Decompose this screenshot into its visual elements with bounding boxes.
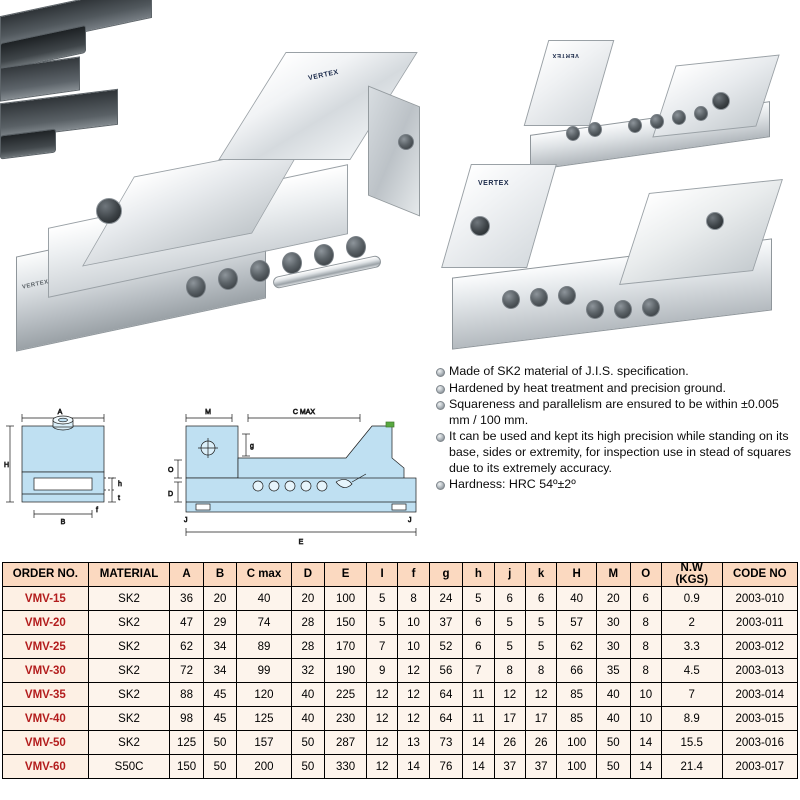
col-material: MATERIAL xyxy=(88,563,170,587)
cell-code-no: 2003-015 xyxy=(722,707,797,731)
cell-a: 36 xyxy=(170,587,203,611)
cell-net-weight: 4.5 xyxy=(661,659,722,683)
table-row xyxy=(3,659,798,683)
cell-e: 287 xyxy=(325,731,367,755)
brand-label: VERTEX xyxy=(307,68,340,83)
label-h: h xyxy=(118,481,122,488)
label-M: M xyxy=(205,409,211,416)
cell-f: 12 xyxy=(398,683,429,707)
bullet-icon xyxy=(436,481,445,490)
nw-line-2: (KGS) xyxy=(675,573,709,586)
cell-h-small: 11 xyxy=(463,683,494,707)
cell-o: 10 xyxy=(630,683,661,707)
cell-net-weight: 15.5 xyxy=(661,731,722,755)
cell-g: 64 xyxy=(429,707,462,731)
cell-order-no: VMV-15 xyxy=(3,587,89,611)
label-D: D xyxy=(168,491,174,498)
cell-k: 5 xyxy=(525,611,556,635)
base-hole xyxy=(650,114,664,129)
cell-i: 12 xyxy=(366,683,397,707)
cell-c-max: 40 xyxy=(237,587,291,611)
cell-d: 50 xyxy=(291,755,324,779)
col-d: D xyxy=(291,563,324,587)
col-j: j xyxy=(494,563,525,587)
cell-j: 37 xyxy=(494,755,525,779)
cell-e: 170 xyxy=(325,635,367,659)
col-h-big: H xyxy=(557,563,597,587)
cell-k: 12 xyxy=(525,683,556,707)
cell-h-small: 11 xyxy=(463,707,494,731)
label-g: g xyxy=(250,443,254,450)
cell-f: 8 xyxy=(398,587,429,611)
cell-h-big: 66 xyxy=(557,659,597,683)
cell-c-max: 99 xyxy=(237,659,291,683)
table-header-row xyxy=(3,563,798,587)
cell-order-no: VMV-60 xyxy=(3,755,89,779)
cell-b: 45 xyxy=(203,683,236,707)
cell-h-big: 85 xyxy=(557,707,597,731)
cell-h-small: 7 xyxy=(463,659,494,683)
label-J: J xyxy=(408,517,412,524)
feature-item xyxy=(436,429,796,476)
cell-h-small: 14 xyxy=(463,755,494,779)
cell-h-big: 40 xyxy=(557,587,597,611)
cell-material: SK2 xyxy=(88,635,170,659)
cell-e: 150 xyxy=(325,611,367,635)
cell-j: 5 xyxy=(494,611,525,635)
cell-a: 150 xyxy=(170,755,203,779)
cell-m: 40 xyxy=(597,683,630,707)
cell-code-no: 2003-011 xyxy=(722,611,797,635)
brand-label: VERTEX xyxy=(478,180,510,187)
col-f: f xyxy=(398,563,429,587)
cell-order-no: VMV-30 xyxy=(3,659,89,683)
col-h-small: h xyxy=(463,563,494,587)
cell-f: 14 xyxy=(398,755,429,779)
cell-net-weight: 0.9 xyxy=(661,587,722,611)
cell-k: 37 xyxy=(525,755,556,779)
cell-i: 5 xyxy=(366,587,397,611)
cell-material: SK2 xyxy=(88,587,170,611)
cell-o: 10 xyxy=(630,707,661,731)
base-hole xyxy=(558,286,576,305)
bullet-icon xyxy=(436,401,445,410)
cell-net-weight: 3.3 xyxy=(661,635,722,659)
cell-i: 5 xyxy=(366,611,397,635)
feature-item xyxy=(436,381,796,397)
base-hole xyxy=(218,268,238,290)
cell-h-small: 14 xyxy=(463,731,494,755)
cell-j: 26 xyxy=(494,731,525,755)
cell-a: 98 xyxy=(170,707,203,731)
base-hole xyxy=(530,288,548,307)
feature-text: Hardness: HRC 54º±2º xyxy=(449,477,576,492)
cell-h-big: 100 xyxy=(557,731,597,755)
cell-c-max: 74 xyxy=(237,611,291,635)
table-body xyxy=(3,587,798,779)
col-c-max: C max xyxy=(237,563,291,587)
cell-f: 10 xyxy=(398,611,429,635)
cell-f: 12 xyxy=(398,707,429,731)
col-net-weight xyxy=(661,563,722,587)
drawing-side-view xyxy=(168,409,416,546)
cell-e: 330 xyxy=(325,755,367,779)
cell-c-max: 200 xyxy=(237,755,291,779)
cell-b: 45 xyxy=(203,707,236,731)
cell-d: 20 xyxy=(291,587,324,611)
cell-o: 6 xyxy=(630,587,661,611)
feature-item xyxy=(436,397,796,428)
col-k: k xyxy=(525,563,556,587)
cell-o: 8 xyxy=(630,659,661,683)
cell-order-no: VMV-40 xyxy=(3,707,89,731)
label-J: J xyxy=(184,517,188,524)
feature-text: Hardened by heat treatment and precision ground. xyxy=(449,380,726,395)
col-o: O xyxy=(630,563,661,587)
cell-f: 12 xyxy=(398,659,429,683)
cell-b: 50 xyxy=(203,731,236,755)
cell-f: 13 xyxy=(398,731,429,755)
cell-net-weight: 7 xyxy=(661,683,722,707)
cell-code-no: 2003-016 xyxy=(722,731,797,755)
label-A: A xyxy=(57,409,63,416)
label-B: B xyxy=(60,519,66,526)
feature-item xyxy=(436,364,796,380)
base-hole xyxy=(186,276,206,298)
cell-code-no: 2003-014 xyxy=(722,683,797,707)
base-hole xyxy=(346,236,366,258)
clamp-screw-icon xyxy=(706,212,724,230)
cell-o: 14 xyxy=(630,755,661,779)
brand-label-base: VERTEX xyxy=(21,279,50,291)
feature-item xyxy=(436,477,796,493)
table-row xyxy=(3,587,798,611)
cell-code-no: 2003-010 xyxy=(722,587,797,611)
drawing-svg xyxy=(0,356,430,560)
bullet-icon xyxy=(436,385,445,394)
label-t: t xyxy=(118,495,120,502)
cell-e: 100 xyxy=(325,587,367,611)
cell-a: 47 xyxy=(170,611,203,635)
cell-material: SK2 xyxy=(88,611,170,635)
feature-text: Made of SK2 material of J.I.S. specification. xyxy=(449,364,689,378)
nw-line-1: N.W xyxy=(680,562,703,574)
cell-i: 12 xyxy=(366,731,397,755)
cell-h-small: 5 xyxy=(463,587,494,611)
cell-o: 8 xyxy=(630,635,661,659)
base-hole xyxy=(614,300,632,319)
cell-k: 17 xyxy=(525,707,556,731)
bullet-icon xyxy=(436,368,445,377)
base-hole xyxy=(250,260,270,282)
cell-net-weight: 21.4 xyxy=(661,755,722,779)
label-H: H xyxy=(4,462,10,469)
product-photo-area xyxy=(0,0,800,356)
drawing-front-view xyxy=(4,409,122,526)
cell-net-weight: 2 xyxy=(661,611,722,635)
cell-j: 8 xyxy=(494,659,525,683)
base-hole xyxy=(586,300,604,319)
cell-b: 34 xyxy=(203,635,236,659)
cell-i: 12 xyxy=(366,755,397,779)
cell-o: 8 xyxy=(630,611,661,635)
label-E: E xyxy=(298,539,304,546)
cell-b: 50 xyxy=(203,755,236,779)
cell-order-no: VMV-50 xyxy=(3,731,89,755)
cell-m: 35 xyxy=(597,659,630,683)
cell-b: 34 xyxy=(203,659,236,683)
cell-g: 73 xyxy=(429,731,462,755)
col-b: B xyxy=(203,563,236,587)
vise-fixed-jaw-face xyxy=(368,85,420,216)
label-C-max: C MAX xyxy=(292,409,316,416)
feature-text: Squareness and parallelism are ensured to be within ±0.005 mm / 100 mm. xyxy=(449,397,779,427)
cell-g: 64 xyxy=(429,683,462,707)
base-hole xyxy=(314,244,334,266)
col-order-no: ORDER NO. xyxy=(3,563,89,587)
large-precision-vise-photo xyxy=(0,0,800,291)
cell-g: 52 xyxy=(429,635,462,659)
col-g: g xyxy=(429,563,462,587)
table-row xyxy=(3,707,798,731)
cell-d: 28 xyxy=(291,611,324,635)
label-f: f xyxy=(96,507,98,514)
cell-m: 30 xyxy=(597,611,630,635)
table-row xyxy=(3,683,798,707)
table-row xyxy=(3,755,798,779)
cell-j: 17 xyxy=(494,707,525,731)
cell-h-big: 85 xyxy=(557,683,597,707)
cell-a: 125 xyxy=(170,731,203,755)
clamp-screw-icon xyxy=(96,198,122,224)
cell-m: 50 xyxy=(597,755,630,779)
cell-g: 37 xyxy=(429,611,462,635)
cell-g: 24 xyxy=(429,587,462,611)
table-row xyxy=(3,635,798,659)
cell-code-no: 2003-012 xyxy=(722,635,797,659)
base-hole xyxy=(642,298,660,317)
cell-i: 9 xyxy=(366,659,397,683)
clamp-screw-icon xyxy=(712,92,730,110)
cell-h-small: 6 xyxy=(463,635,494,659)
cell-k: 26 xyxy=(525,731,556,755)
features-list xyxy=(436,364,796,494)
col-e: E xyxy=(325,563,367,587)
cell-a: 72 xyxy=(170,659,203,683)
col-code-no: CODE NO xyxy=(722,563,797,587)
base-hole xyxy=(628,118,642,133)
cell-h-big: 100 xyxy=(557,755,597,779)
cell-g: 76 xyxy=(429,755,462,779)
cell-i: 12 xyxy=(366,707,397,731)
bullet-icon xyxy=(436,433,445,442)
cell-g: 56 xyxy=(429,659,462,683)
specification-table-wrap xyxy=(2,562,798,779)
cell-k: 6 xyxy=(525,587,556,611)
cell-k: 8 xyxy=(525,659,556,683)
feature-text: It can be used and kept its high precision while standing on its base, sides or extremity, for inspection use in stead of squares due to its extremely accuracy. xyxy=(449,429,792,475)
cell-j: 6 xyxy=(494,587,525,611)
label-O: O xyxy=(168,467,174,474)
brand-label: VERTEX xyxy=(552,52,580,58)
cell-b: 29 xyxy=(203,611,236,635)
col-m: M xyxy=(597,563,630,587)
clamp-screw-icon xyxy=(470,216,490,236)
cell-e: 225 xyxy=(325,683,367,707)
cell-d: 40 xyxy=(291,683,324,707)
cell-m: 40 xyxy=(597,707,630,731)
cell-d: 40 xyxy=(291,707,324,731)
cell-material: S50C xyxy=(88,755,170,779)
side-hole xyxy=(398,134,414,150)
base-hole xyxy=(566,126,580,141)
cell-a: 88 xyxy=(170,683,203,707)
cell-order-no: VMV-20 xyxy=(3,611,89,635)
cell-material: SK2 xyxy=(88,683,170,707)
cell-i: 7 xyxy=(366,635,397,659)
cell-h-big: 62 xyxy=(557,635,597,659)
cell-m: 50 xyxy=(597,731,630,755)
cell-e: 190 xyxy=(325,659,367,683)
cell-m: 30 xyxy=(597,635,630,659)
cell-h-big: 57 xyxy=(557,611,597,635)
cell-order-no: VMV-25 xyxy=(3,635,89,659)
cell-j: 5 xyxy=(494,635,525,659)
col-i: I xyxy=(366,563,397,587)
cell-j: 12 xyxy=(494,683,525,707)
cell-order-no: VMV-35 xyxy=(3,683,89,707)
table-row xyxy=(3,731,798,755)
col-a: A xyxy=(170,563,203,587)
cell-code-no: 2003-013 xyxy=(722,659,797,683)
cell-material: SK2 xyxy=(88,731,170,755)
cell-k: 5 xyxy=(525,635,556,659)
cell-c-max: 157 xyxy=(237,731,291,755)
cell-a: 62 xyxy=(170,635,203,659)
technical-drawings xyxy=(0,356,430,560)
base-hole xyxy=(588,122,602,137)
table-row xyxy=(3,611,798,635)
cell-code-no: 2003-017 xyxy=(722,755,797,779)
base-hole xyxy=(694,106,708,121)
cell-e: 230 xyxy=(325,707,367,731)
cell-f: 10 xyxy=(398,635,429,659)
cell-b: 20 xyxy=(203,587,236,611)
cell-m: 20 xyxy=(597,587,630,611)
cell-net-weight: 8.9 xyxy=(661,707,722,731)
specification-table xyxy=(2,562,798,779)
cell-d: 50 xyxy=(291,731,324,755)
cell-material: SK2 xyxy=(88,707,170,731)
cell-d: 32 xyxy=(291,659,324,683)
cell-c-max: 125 xyxy=(237,707,291,731)
cell-material: SK2 xyxy=(88,659,170,683)
cell-c-max: 120 xyxy=(237,683,291,707)
cell-d: 28 xyxy=(291,635,324,659)
base-hole xyxy=(502,290,520,309)
cell-c-max: 89 xyxy=(237,635,291,659)
cell-h-small: 6 xyxy=(463,611,494,635)
base-hole xyxy=(672,110,686,125)
cell-o: 14 xyxy=(630,731,661,755)
